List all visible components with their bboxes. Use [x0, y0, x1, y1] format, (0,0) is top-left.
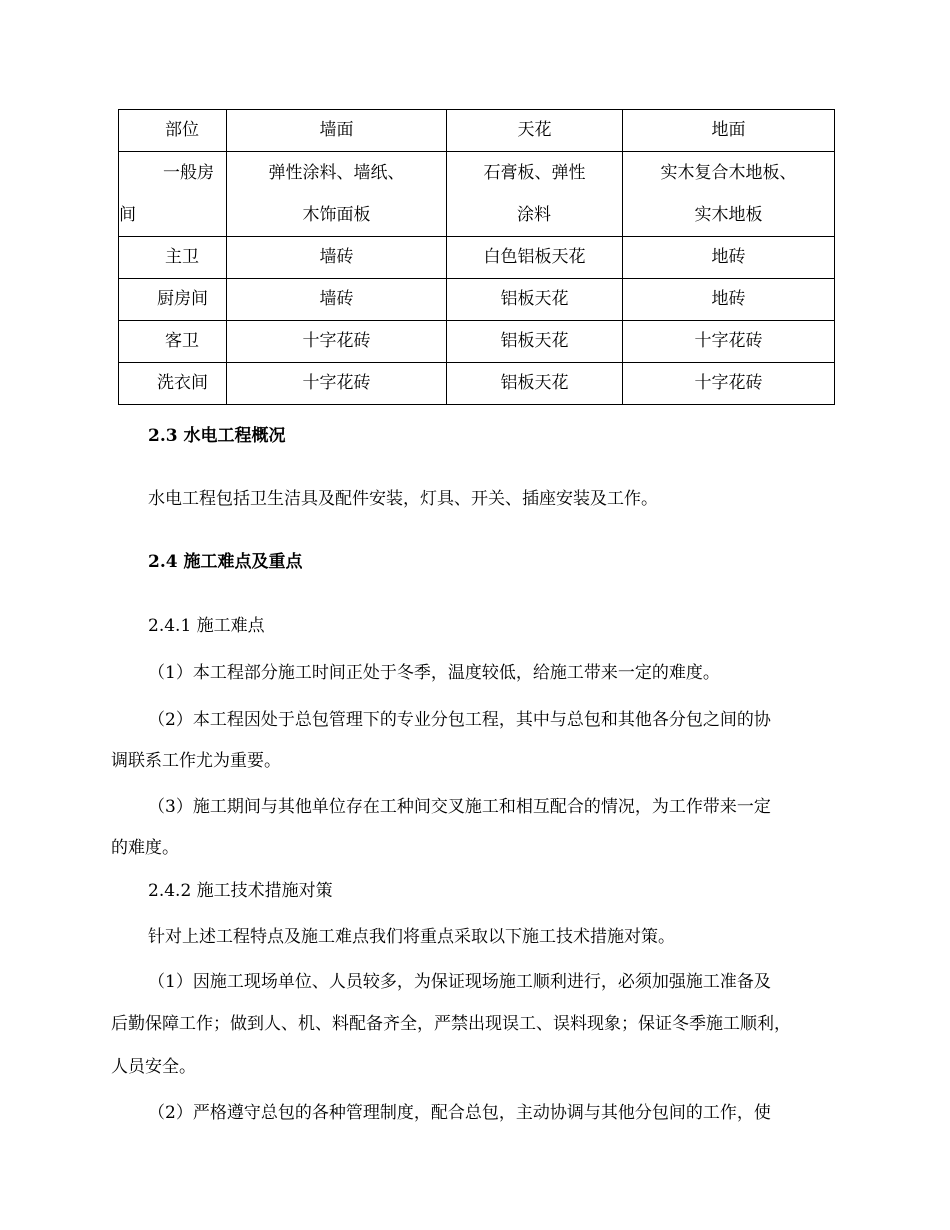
cell-floor — [623, 152, 835, 237]
table-header-row — [119, 110, 835, 152]
difficulty-item-2-line-1: （2）本工程因处于总包管理下的专业分包工程，其中与总包和其他各分包之间的协 — [148, 710, 771, 730]
cell-wall: 十字花砖 — [227, 363, 447, 405]
cell-text: 实木复合木地板、 — [660, 163, 797, 183]
cell-text: 弹性涂料、墙纸、 — [268, 163, 405, 183]
cell-area: 厨房间 — [119, 279, 227, 321]
cell-floor: 十字花砖 — [623, 321, 835, 363]
cell-text: 一般房 — [163, 163, 214, 183]
measure-1-line-2: 后勤保障工作；做到人、机、料配备齐全，严禁出现误工、误料现象；保证冬季施工顺利， — [111, 1014, 791, 1034]
cell-ceiling: 铝板天花 — [447, 279, 623, 321]
table-row — [119, 279, 835, 321]
measure-2-line-1: （2）严格遵守总包的各种管理制度，配合总包，主动协调与其他分包间的工作，使 — [148, 1103, 771, 1123]
cell-ceiling: 铝板天花 — [447, 363, 623, 405]
section-2-3-text: 水电工程包括卫生洁具及配件安装，灯具、开关、插座安装及工作。 — [148, 489, 658, 509]
table-row — [119, 237, 835, 279]
cell-text: 涂料 — [517, 205, 551, 225]
cell-area — [119, 152, 227, 237]
cell-ceiling: 铝板天花 — [447, 321, 623, 363]
cell-ceiling: 白色铝板天花 — [447, 237, 623, 279]
cell-ceiling — [447, 152, 623, 237]
cell-wall: 墙砖 — [227, 237, 447, 279]
finishes-table — [118, 109, 835, 405]
header-cell-floor: 地面 — [623, 110, 835, 152]
difficulty-item-3-line-2: 的难度。 — [111, 838, 179, 858]
cell-floor: 地砖 — [623, 237, 835, 279]
difficulty-item-3-line-1: （3）施工期间与其他单位存在工种间交叉施工和相互配合的情况，为工作带来一定 — [148, 797, 771, 817]
cell-area: 主卫 — [119, 237, 227, 279]
header-cell-wall: 墙面 — [227, 110, 447, 152]
header-cell-area: 部位 — [119, 110, 227, 152]
cell-floor: 十字花砖 — [623, 363, 835, 405]
cell-text: 间 — [119, 205, 136, 225]
measure-1-line-3: 人员安全。 — [111, 1057, 196, 1077]
measures-intro: 针对上述工程特点及施工难点我们将重点采取以下施工技术措施对策。 — [148, 927, 675, 947]
table-row — [119, 363, 835, 405]
cell-wall: 墙砖 — [227, 279, 447, 321]
subsection-2-4-2-title: 2.4.2 施工技术措施对策 — [148, 881, 333, 901]
difficulty-item-2-line-2: 调联系工作尤为重要。 — [111, 751, 281, 771]
cell-text: 木饰面板 — [302, 205, 371, 225]
header-cell-ceiling: 天花 — [447, 110, 623, 152]
cell-floor: 地砖 — [623, 279, 835, 321]
cell-text: 实木地板 — [694, 205, 763, 225]
cell-wall — [227, 152, 447, 237]
cell-area: 客卫 — [119, 321, 227, 363]
measure-1-line-1: （1）因施工现场单位、人员较多，为保证现场施工顺利进行，必须加强施工准备及 — [148, 972, 771, 992]
section-2-4-heading: 2.4 施工难点及重点 — [148, 552, 303, 572]
section-2-3-heading: 2.3 水电工程概况 — [148, 426, 286, 446]
cell-wall: 十字花砖 — [227, 321, 447, 363]
table-row — [119, 321, 835, 363]
cell-text: 石膏板、弹性 — [483, 163, 586, 183]
subsection-2-4-1-title: 2.4.1 施工难点 — [148, 616, 265, 636]
table-row — [119, 152, 835, 237]
cell-area: 洗衣间 — [119, 363, 227, 405]
difficulty-item-1: （1）本工程部分施工时间正处于冬季，温度较低，给施工带来一定的难度。 — [148, 663, 720, 683]
